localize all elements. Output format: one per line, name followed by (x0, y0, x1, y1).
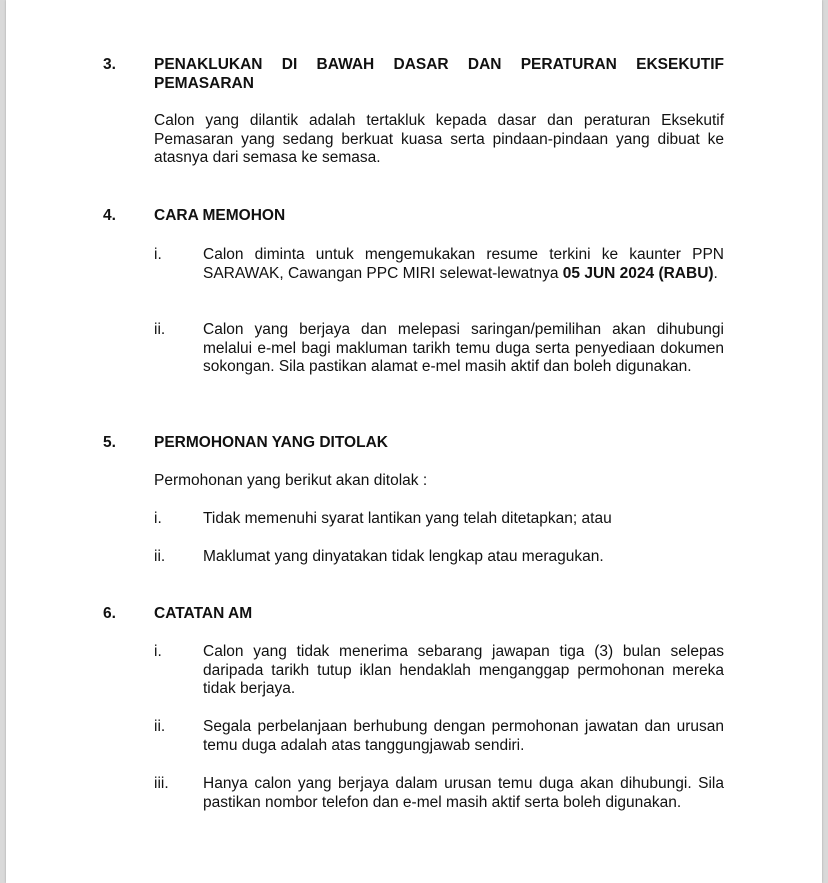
item-text: Calon yang berjaya dan melepasi saringan/pemilihan akan dihubungi melalui e-mel bagi makluman tarikh temu duga serta penyediaan dokumen sokongan. Sila pastikan alamat e-mel masih aktif dan boleh digunakan. (203, 321, 724, 375)
item-text-after: . (713, 264, 718, 282)
item-text: Hanya calon yang berjaya dalam urusan temu duga akan dihubungi. Sila pastikan nombor telefon dan e-mel masih aktif serta boleh digunakan. (203, 775, 724, 811)
section-paragraph: Calon yang dilantik adalah tertakluk kepada dasar dan peraturan Eksekutif Pemasaran yang sedang berkuat kuasa serta pindaan-pindaan yang dibuat ke atasnya dari semasa ke semasa. (154, 112, 724, 166)
item-numeral: iii. (154, 775, 169, 792)
section-number: 3. (103, 56, 116, 73)
item-text (203, 246, 724, 283)
item-numeral: ii. (154, 548, 166, 565)
section-title-line1: PENAKLUKAN DI BAWAH DASAR DAN PERATURAN EKSEKUTIF (154, 56, 724, 73)
item-text: Tidak memenuhi syarat lantikan yang telah ditetapkan; atau (203, 510, 612, 527)
section-title: PERMOHONAN YANG DITOLAK (154, 434, 388, 451)
section-number: 5. (103, 434, 116, 451)
section-title: CARA MEMOHON (154, 207, 286, 224)
item-text: Calon yang tidak menerima sebarang jawapan tiga (3) bulan selepas daripada tarikh tutup iklan hendaklah menganggap permohonan mereka tidak berjaya. (203, 643, 724, 697)
item-numeral: i. (154, 643, 162, 660)
section-number: 4. (103, 207, 116, 224)
document-page (6, 0, 822, 883)
item-text-deadline: 05 JUN 2024 (RABU) (562, 264, 714, 282)
item-numeral: ii. (154, 718, 166, 735)
item-numeral: ii. (154, 321, 166, 338)
section-number: 6. (103, 605, 116, 622)
item-text: Segala perbelanjaan berhubung dengan permohonan jawatan dan urusan temu duga adalah atas tanggungjawab sendiri. (203, 718, 724, 754)
section-title-line2: PEMASARAN (154, 75, 254, 92)
item-text: Maklumat yang dinyatakan tidak lengkap atau meragukan. (203, 548, 604, 565)
section-title: CATATAN AM (154, 605, 253, 622)
item-numeral: i. (154, 510, 162, 527)
section-intro: Permohonan yang berikut akan ditolak : (154, 472, 428, 489)
item-text-before: Calon diminta untuk mengemukakan resume terkini ke kaunter PPN SARAWAK, Cawangan PPC MIRI selewat-lewatnya (203, 246, 724, 282)
item-numeral: i. (154, 246, 162, 263)
